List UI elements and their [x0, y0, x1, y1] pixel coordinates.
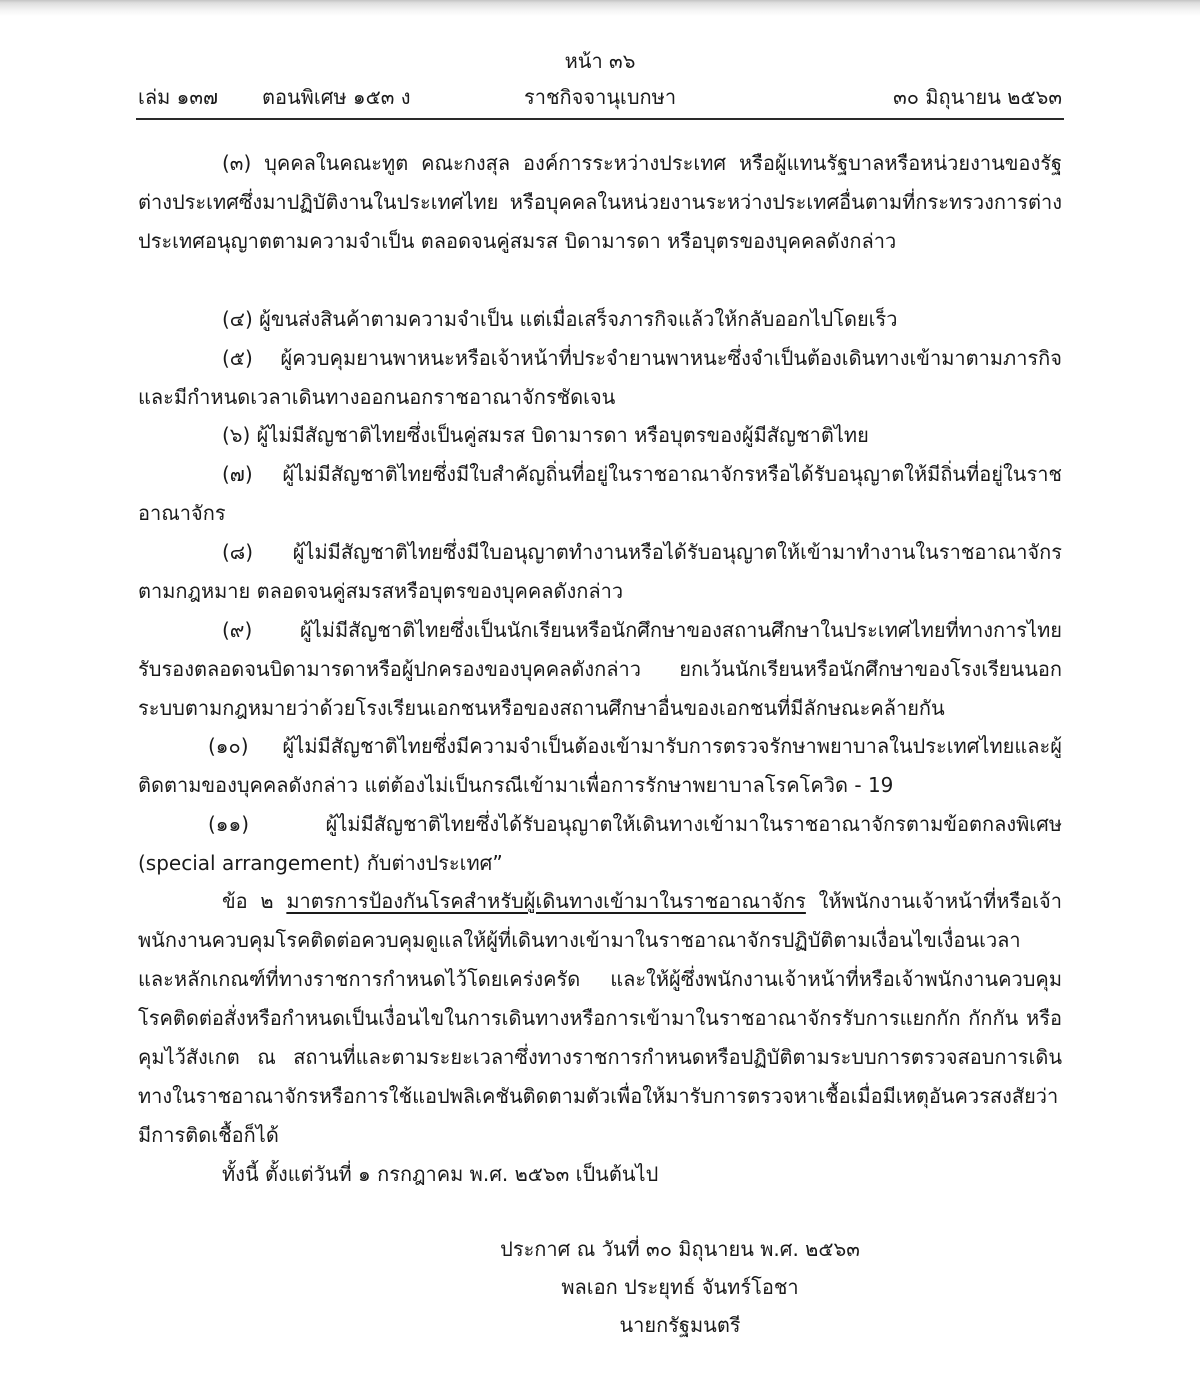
header-date: ๓๐ มิถุนายน ๒๕๖๓ — [893, 85, 1062, 109]
clause-2-body: ให้พนักงานเจ้าหน้าที่หรือเจ้าพนักงานควบคุมโรคติดต่อควบคุมดูแลให้ผู้ที่เดินทางเข้ามาในราชอาณาจักรปฏิบัติตามเงื่อนไขเงื่อนเวลา และหลักเกณฑ์ที่ทางราชการกำหนดไว้โดยเคร่งครัด และให้ผู้ซึ่งพนักงานเจ้าหน้าที่หรือเจ้าพนักงานควบคุมโรคติดต่อสั่งหรือกำหนดเป็นเงื่อนไขในการเดินทางหรือการเข้ามาในราชอาณาจักรรับการแยกกัก กักกัน หรือคุมไว้สังเกต ณ สถานที่และตามระยะเวลาซึ่งทางราชการกำหนดหรือปฏิบัติตามระบบการตรวจสอบการเดินทางในราชอาณาจักรหรือการใช้แอปพลิเคชันติดตามตัวเพื่อให้มารับการตรวจหาเชื้อเมื่อมีเหตุอันควรสงสัยว่ามีการติดเชื้อก็ได้ — [138, 889, 1062, 1147]
clause-2 — [138, 882, 1062, 1155]
paragraph-text: (๘) ผู้ไม่มีสัญชาติไทยซึ่งมีใบอนุญาตทำงานหรือได้รับอนุญาตให้เข้ามาทำงานในราชอาณาจักรตามกฎหมาย ตลอดจนคู่สมรสหรือบุตรของบุคคลดังกล่าว — [138, 540, 1062, 603]
paragraph-item-6 — [138, 416, 1062, 455]
paragraph-item-10 — [138, 727, 1062, 805]
volume-number: เล่ม ๑๓๗ — [138, 85, 219, 109]
paragraph-item-7 — [138, 455, 1062, 533]
paragraph-item-9 — [138, 611, 1062, 728]
paragraph-text: (๔) ผู้ขนส่งสินค้าตามความจำเป็น แต่เมื่อเสร็จภารกิจแล้วให้กลับออกไปโดยเร็ว — [222, 307, 898, 331]
header-divider — [136, 118, 1064, 120]
paragraph-item-3 — [138, 144, 1062, 261]
paragraph-text: (๕) ผู้ควบคุมยานพาหนะหรือเจ้าหน้าที่ประจำยานพาหนะซึ่งจำเป็นต้องเดินทางเข้ามาตามภารกิจและมีกำหนดเวลาเดินทางออกนอกราชอาณาจักรชัดเจน — [138, 346, 1062, 409]
paragraph-item-5 — [138, 339, 1062, 417]
effective-text: ทั้งนี้ ตั้งแต่วันที่ ๑ กรกฎาคม พ.ศ. ๒๕๖๓ เป็นต้นไป — [222, 1162, 659, 1186]
page-number: หน้า ๓๖ — [564, 49, 636, 73]
paragraph-text: (๖) ผู้ไม่มีสัญชาติไทยซึ่งเป็นคู่สมรส บิดามารดา หรือบุตรของผู้มีสัญชาติไทย — [222, 423, 869, 447]
paragraph-text: (๙) ผู้ไม่มีสัญชาติไทยซึ่งเป็นนักเรียนหรือนักศึกษาของสถานศึกษาในประเทศไทยที่ทางการไทยรับรองตลอดจนบิดามารดาหรือผู้ปกครองของบุคคลดังกล่าว ยกเว้นนักเรียนหรือนักศึกษาของโรงเรียนนอกระบบตามกฎหมายว่าด้วยโรงเรียนเอกชนหรือของสถานศึกษาอื่นของเอกชนที่มีลักษณะคล้ายกัน — [138, 618, 1062, 720]
signatory-title: นายกรัฐมนตรี — [619, 1313, 741, 1337]
effective-date — [138, 1155, 1062, 1194]
paragraph-text: (๑๑) ผู้ไม่มีสัญชาติไทยซึ่งได้รับอนุญาตให้เดินทางเข้ามาในราชอาณาจักรตามข้อตกลงพิเศษ (special arrangement) กับต่างประเทศ” — [138, 812, 1062, 875]
signatory-name: พลเอก ประยุทธ์ จันทร์โอชา — [561, 1275, 799, 1299]
clause-2-heading: มาตรการป้องกันโรคสำหรับผู้เดินทางเข้ามาในราชอาณาจักร — [286, 889, 806, 913]
paragraph-text: (๑๐) ผู้ไม่มีสัญชาติไทยซึ่งมีความจำเป็นต้องเข้ามารับการตรวจรักษาพยาบาลในประเทศไทยและผู้ติดตามของบุคคลดังกล่าว แต่ต้องไม่เป็นกรณีเข้ามาเพื่อการรักษาพยาบาลโรคโควิด - 19 — [138, 734, 1062, 797]
announcement-date: ประกาศ ณ วันที่ ๓๐ มิถุนายน พ.ศ. ๒๕๖๓ — [500, 1237, 860, 1261]
paragraph-text: (๓) บุคคลในคณะทูต คณะกงสุล องค์การระหว่างประเทศ หรือผู้แทนรัฐบาลหรือหน่วยงานของรัฐต่างประเทศซึ่งมาปฏิบัติงานในประเทศไทย หรือบุคคลในหน่วยงานระหว่างประเทศอื่นตามที่กระทรวงการต่างประเทศอนุญาตตามความจำเป็น ตลอดจนคู่สมรส บิดามารดา หรือบุตรของบุคคลดังกล่าว — [138, 151, 1062, 253]
clause-2-prefix: ข้อ ๒ — [222, 889, 287, 913]
paragraph-item-11 — [138, 805, 1062, 883]
paragraph-item-8 — [138, 533, 1062, 611]
paragraph-text: (๗) ผู้ไม่มีสัญชาติไทยซึ่งมีใบสำคัญถิ่นที่อยู่ในราชอาณาจักรหรือได้รับอนุญาตให้มีถิ่นที่อยู่ในราชอาณาจักร — [138, 462, 1062, 525]
section-number: ตอนพิเศษ ๑๕๓ ง — [262, 85, 411, 109]
paragraph-item-4 — [138, 300, 1062, 339]
publication-name: ราชกิจจานุเบกษา — [524, 85, 677, 109]
